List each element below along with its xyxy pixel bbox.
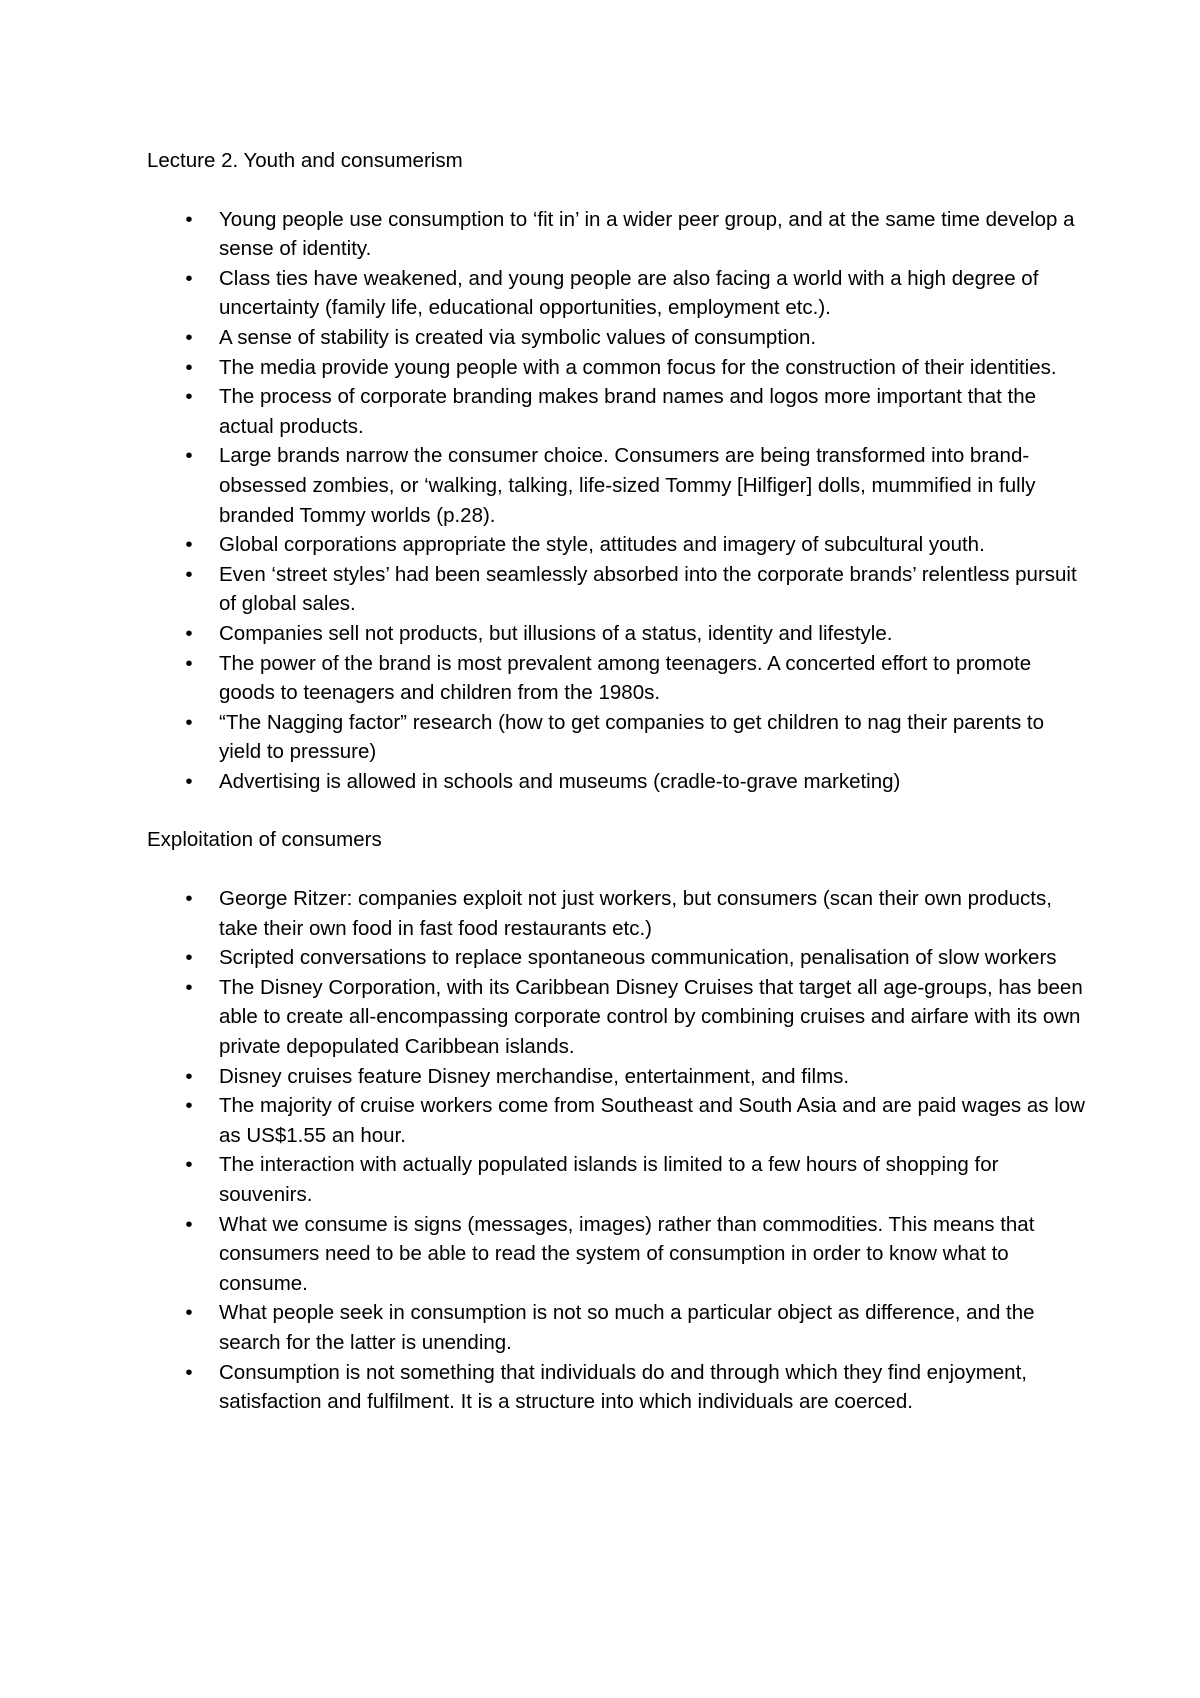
- list-item: [147, 767, 1087, 797]
- bullet-icon: •: [185, 562, 193, 586]
- bullet-icon: •: [185, 207, 193, 231]
- list-item: [147, 1210, 1087, 1299]
- list-item: [147, 441, 1087, 530]
- list-item: [147, 943, 1087, 973]
- bullet-icon: •: [185, 975, 193, 999]
- list-item: [147, 708, 1087, 767]
- bullet-icon: •: [185, 444, 193, 468]
- list-item: [147, 323, 1087, 353]
- list-item-text: The Disney Corporation, with its Caribbean Disney Cruises that target all age-groups, has been able to create all-encompassing corporate control by combining cruises and airfare with its own private depopulated Caribbean islands.: [219, 975, 1083, 1059]
- bullet-icon: •: [185, 1153, 193, 1177]
- list-item-text: The majority of cruise workers come from Southeast and South Asia and are paid wages as low as US$1.55 an hour.: [219, 1094, 1085, 1147]
- list-item: [147, 1150, 1087, 1209]
- bullet-icon: •: [185, 710, 193, 734]
- bullet-icon: •: [185, 533, 193, 557]
- section-heading: Exploitation of consumers: [147, 828, 382, 852]
- section-exploitation-consumers: [147, 825, 1087, 1416]
- bullet-icon: •: [185, 946, 193, 970]
- list-item: [147, 530, 1087, 560]
- list-item: [147, 205, 1087, 264]
- list-item-text: What people seek in consumption is not so much a particular object as difference, and the search for the latter is unending.: [219, 1301, 1035, 1354]
- bullet-list: [147, 884, 1087, 1417]
- list-item: [147, 884, 1087, 943]
- list-item-text: What we consume is signs (messages, images) rather than commodities. This means that consumers need to be able to read the system of consumption in order to know what to consume.: [219, 1212, 1035, 1295]
- bullet-icon: •: [185, 1212, 193, 1236]
- list-item: [147, 1091, 1087, 1150]
- bullet-icon: •: [185, 325, 193, 349]
- bullet-icon: •: [185, 385, 193, 409]
- bullet-icon: •: [185, 1360, 193, 1384]
- list-item: [147, 353, 1087, 383]
- list-item: [147, 1062, 1087, 1092]
- bullet-icon: •: [185, 1094, 193, 1118]
- bullet-icon: •: [185, 651, 193, 675]
- list-item: [147, 382, 1087, 441]
- list-item: [147, 1358, 1087, 1417]
- bullet-list: [147, 205, 1087, 797]
- list-item: [147, 619, 1087, 649]
- document-content: [147, 146, 1087, 1417]
- list-item-text: The media provide young people with a common focus for the construction of their identities.: [219, 355, 1057, 379]
- list-item-text: George Ritzer: companies exploit not just workers, but consumers (scan their own products, take their own food in fast food restaurants etc.): [219, 887, 1052, 940]
- section-heading: Lecture 2. Youth and consumerism: [147, 149, 463, 172]
- list-item-text: Large brands narrow the consumer choice. Consumers are being transformed into brand-obsessed zombies, or ‘walking, talking, life-sized Tommy [Hilfiger] dolls, mummified in fully branded Tommy worlds (p.28).: [219, 444, 1036, 527]
- bullet-icon: •: [185, 887, 193, 911]
- list-item-text: Disney cruises feature Disney merchandise, entertainment, and films.: [219, 1064, 850, 1088]
- list-item-text: A sense of stability is created via symbolic values of consumption.: [219, 325, 817, 349]
- bullet-icon: •: [185, 769, 193, 793]
- bullet-icon: •: [185, 621, 193, 645]
- list-item-text: “The Nagging factor” research (how to get companies to get children to nag their parents to yield to pressure): [219, 710, 1045, 764]
- list-item-text: Advertising is allowed in schools and museums (cradle-to-grave marketing): [219, 769, 901, 793]
- list-item-text: The power of the brand is most prevalent among teenagers. A concerted effort to promote goods to teenagers and children from the 1980s.: [219, 651, 1032, 705]
- section-youth-consumerism: [147, 146, 1087, 796]
- list-item: [147, 560, 1087, 619]
- list-item-text: Class ties have weakened, and young people are also facing a world with a high degree of uncertainty (family life, educational opportunities, employment etc.).: [219, 266, 1039, 320]
- list-item-text: Even ‘street styles’ had been seamlessly absorbed into the corporate brands’ relentless pursuit of global sales.: [219, 562, 1077, 616]
- bullet-icon: •: [185, 266, 193, 290]
- list-item-text: Global corporations appropriate the style, attitudes and imagery of subcultural youth.: [219, 533, 985, 557]
- list-item-text: Consumption is not something that individuals do and through which they find enjoyment, satisfaction and fulfilment. It is a structure into which individuals are coerced.: [219, 1360, 1027, 1414]
- list-item: [147, 264, 1087, 323]
- list-item-text: Young people use consumption to ‘fit in’ in a wider peer group, and at the same time develop a sense of identity.: [219, 207, 1075, 261]
- list-item-text: Scripted conversations to replace spontaneous communication, penalisation of slow workers: [219, 946, 1057, 970]
- bullet-icon: •: [185, 355, 193, 379]
- bullet-icon: •: [185, 1064, 193, 1088]
- list-item: [147, 973, 1087, 1062]
- list-item-text: The interaction with actually populated islands is limited to a few hours of shopping for souvenirs.: [219, 1153, 999, 1206]
- bullet-icon: •: [185, 1301, 193, 1325]
- list-item-text: The process of corporate branding makes brand names and logos more important that the actual products.: [219, 385, 1037, 438]
- list-item: [147, 649, 1087, 708]
- list-item-text: Companies sell not products, but illusions of a status, identity and lifestyle.: [219, 621, 893, 645]
- list-item: [147, 1298, 1087, 1357]
